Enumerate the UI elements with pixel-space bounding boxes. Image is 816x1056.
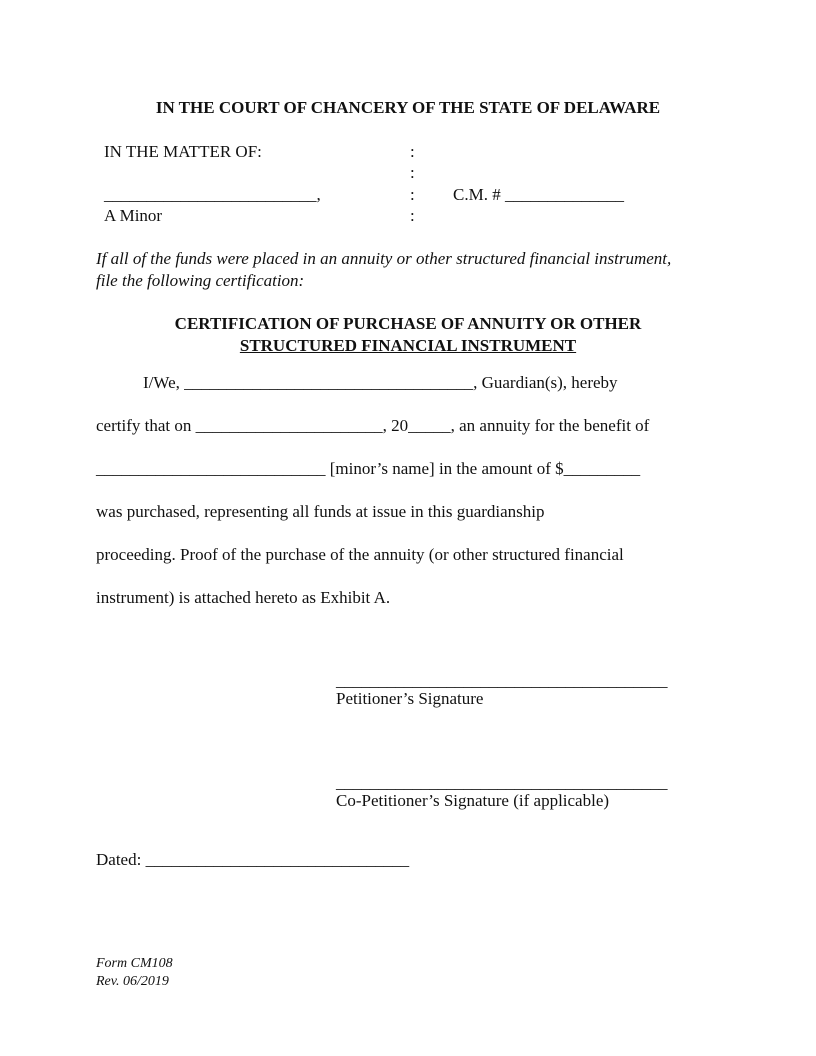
form-revision: Rev. 06/2019 (96, 974, 169, 989)
form-identifier (96, 955, 173, 991)
certification-line-guardian[interactable]: I/We, __________________________________, Guardian(s), hereby (143, 373, 618, 392)
caption-colon: : (410, 163, 415, 182)
co-petitioner-signature-label: Co-Petitioner’s Signature (if applicable) (336, 791, 610, 810)
certification-line: was purchased, representing all funds at issue in this guardianship (96, 502, 545, 521)
co-petitioner-signature-line[interactable]: _______________________________________ (336, 773, 668, 792)
caption-colon: : (410, 206, 415, 225)
caption-colon: : (410, 142, 415, 161)
dated-field[interactable]: Dated: _______________________________ (96, 850, 410, 869)
certification-line: proceeding. Proof of the purchase of the annuity (or other structured financial (96, 545, 624, 564)
case-number-field[interactable]: C.M. # ______________ (453, 185, 624, 204)
certification-title-line1: CERTIFICATION OF PURCHASE OF ANNUITY OR OTHER (174, 314, 642, 333)
court-title: IN THE COURT OF CHANCERY OF THE STATE OF DELAWARE (155, 98, 661, 117)
certification-title-line2: STRUCTURED FINANCIAL INSTRUMENT (239, 336, 577, 355)
certification-line: instrument) is attached hereto as Exhibit A. (96, 588, 391, 607)
minor-label: A Minor (104, 206, 163, 225)
certification-title (0, 313, 816, 357)
instruction-text: If all of the funds were placed in an annuity or other structured financial instrument, file the following certification: (96, 249, 672, 290)
form-number: Form CM108 (96, 956, 173, 971)
caption-colon: : (410, 185, 415, 204)
certification-line-date[interactable]: certify that on ______________________, 20_____, an annuity for the benefit of (96, 416, 650, 435)
petitioner-signature-label: Petitioner’s Signature (336, 689, 484, 708)
party-name-blank[interactable]: _________________________, (104, 185, 321, 204)
matter-label: IN THE MATTER OF: (104, 142, 262, 161)
petitioner-signature-line[interactable]: _______________________________________ (336, 671, 668, 690)
certification-line-minor-amount[interactable]: ___________________________ [minor’s name] in the amount of $_________ (96, 459, 641, 478)
